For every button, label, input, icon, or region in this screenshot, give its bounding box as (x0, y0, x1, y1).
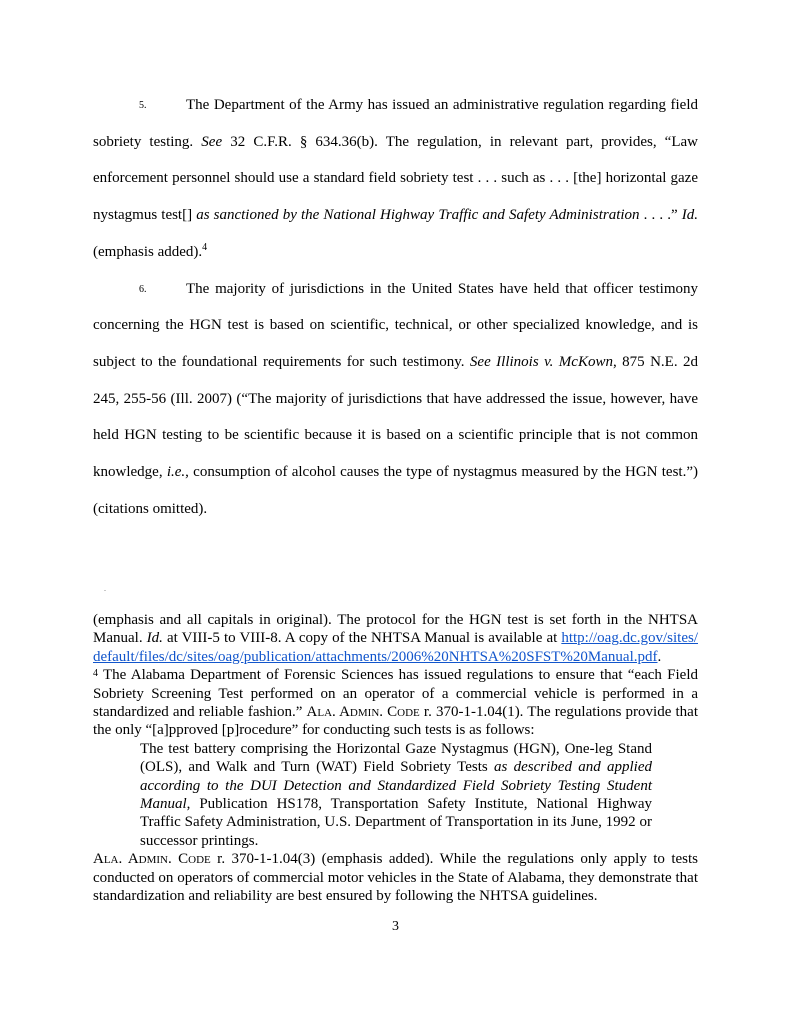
case-citation: See Illinois v. McKown (469, 353, 613, 370)
paragraph-5 (93, 87, 698, 271)
code-citation: Ala. Admin. Code (93, 851, 211, 868)
paragraph-text: . . . .” (639, 207, 682, 224)
footnote-text: at VIII-5 to VIII-8. A copy of the NHTSA Manual is available at (162, 630, 562, 647)
footnote-text: r. 370-1-1.04(3) (emphasis added). While the regulations only apply to tests conducted on operators of commercial motor vehicles in the State of Alabama, they demonstrate that standardization and reliability are best ensured by following the NHTSA guidelines. (93, 851, 698, 905)
footnote-4-conclusion (93, 850, 698, 905)
paragraph-text: , 875 N.E. 2d 245, 255-56 (Ill. 2007) (“The majority of jurisdictions that have addressed the issue, however, have held HGN testing to be scientific because it is based on a scientific principle that is not common knowledge, (93, 353, 699, 481)
signal-see: See (201, 133, 223, 150)
footnote-continuation (93, 611, 698, 666)
paragraph-number: 6. (139, 283, 147, 295)
footnote-text: The Alabama Department of Forensic Sciences has issued regulations to ensure that “each Field Sobriety Screening Test performed on an operator of a commercial vehicle is performed in a standardized and reliable fashion.” (93, 667, 698, 721)
main-body (93, 87, 698, 527)
footnote-reference[interactable]: 4 (202, 241, 208, 253)
emphasized-text: as sanctioned by the National Highway Traffic and Safety Administration (196, 207, 640, 224)
paragraph-text: 32 C.F.R. § 634.36(b). The regulation, in relevant part, provides, “Law enforcement personnel should use a standard field sobriety test . . . such as . . . [the] horizontal gaze nystagmus test[] (93, 133, 698, 224)
signal-id: Id. (681, 207, 698, 224)
paragraph-6 (93, 271, 698, 528)
footnote-marker: 4 (93, 668, 98, 680)
quote-text: , Publication HS178, Transportation Safety Institute, National Highway Traffic Safety Administration, U.S. Department of Transportation in its June, 1992 or successor printings. (140, 796, 652, 849)
footnote-text: . (657, 648, 662, 665)
quote-text: The test battery comprising the Horizontal Gaze Nystagmus (HGN), One-leg Stand (OLS), and Walk and Turn (WAT) Field Sobriety Tests (140, 740, 652, 776)
quote-emphasis: as described and applied according to the DUI Detection and Standardized Field Sobriety Testing Student Manual (140, 759, 652, 813)
page-number: 3 (392, 919, 399, 934)
footnote-4 (93, 666, 698, 740)
footnotes-section (93, 611, 698, 906)
italic-ie: i.e. (166, 464, 186, 481)
code-citation: Ala. Admin. Code (306, 704, 420, 721)
footnote-text: (emphasis and all capitals in original). The protocol for the HGN test is set forth in the NHTSA Manual. (93, 612, 698, 647)
paragraph-text: (emphasis added). (93, 243, 203, 260)
paragraph-text: The Department of the Army has issued an administrative regulation regarding field sobriety testing. (93, 97, 698, 150)
paragraph-text: , consumption of alcohol causes the type of nystagmus measured by the HGN test.”) (citations omitted). (93, 464, 698, 517)
paragraph-text: The majority of jurisdictions in the United States have held that officer testimony concerning the HGN test is based on scientific, technical, or other specialized knowledge, and is subject to the foundational requirements for such testimony. (93, 280, 698, 370)
nhtsa-manual-link[interactable]: http://oag.dc.gov/sites/default/files/dc/sites/oag/publication/attachments/2006%20NHTSA%20SFST%20Manual.pdf (93, 630, 698, 665)
block-quote (93, 740, 698, 850)
paragraph-number: 5. (139, 100, 147, 111)
stray-mark (104, 590, 106, 591)
footnote-text: r. 370-1-1.04(1). The regulations provide that the only “[a]pproved [p]rocedure” for conducting such tests is as follows: (93, 704, 698, 739)
signal-id: Id. (146, 630, 163, 647)
